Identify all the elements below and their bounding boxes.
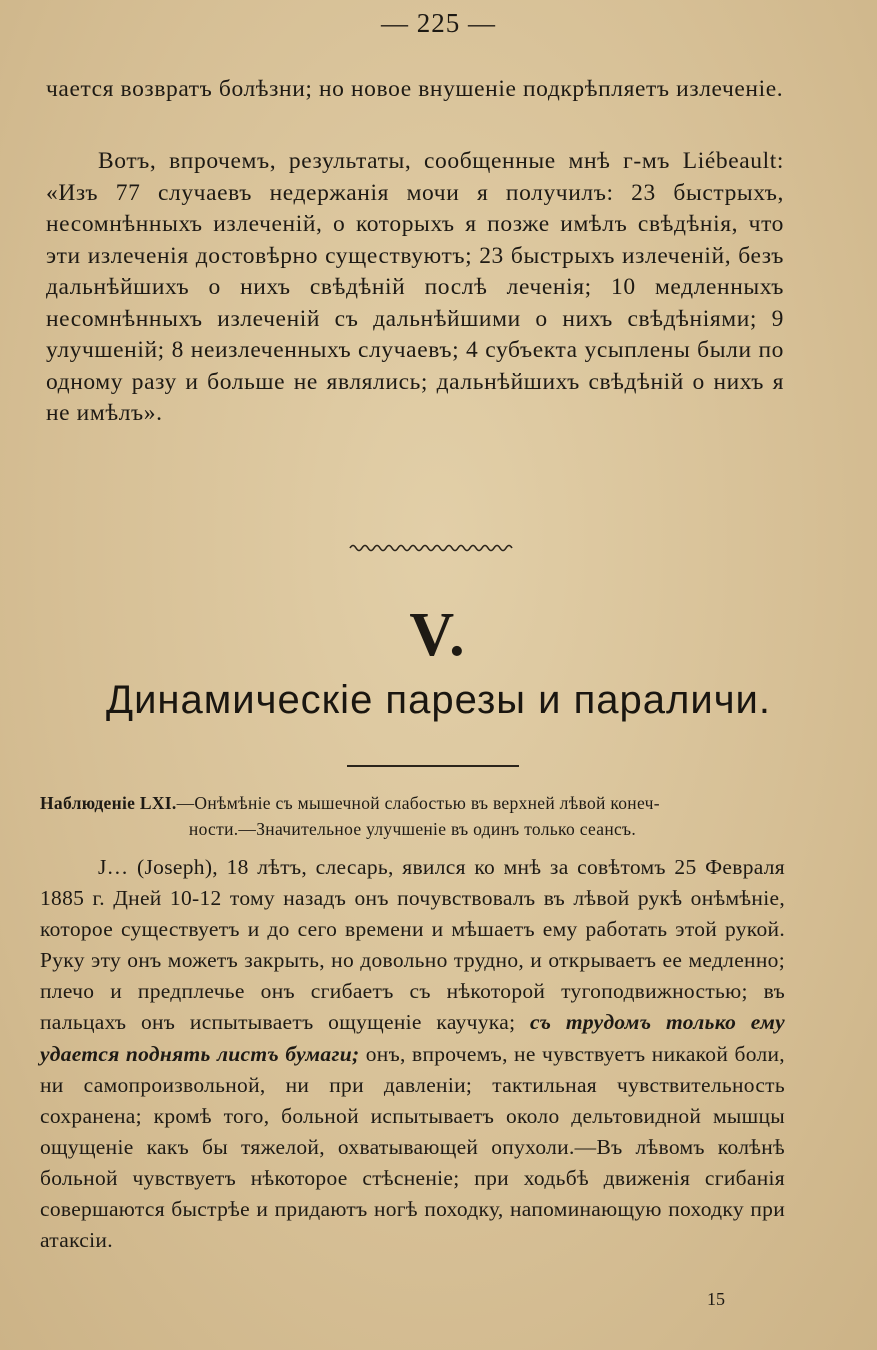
observation-line-1: —Онѣмѣніе съ мышечной слабостью въ верхней лѣвой конеч-: [176, 793, 660, 813]
paragraph-continuation: чается возвратъ болѣзни; но новое внушеніе подкрѣпляетъ излеченіе.: [46, 76, 784, 102]
page-number: — 225 —: [381, 8, 496, 38]
case-text-part-2: онъ, впрочемъ, не чувствуетъ никакой боли, ни самопроизвольной, ни при давленіи; тактильная чувствительность сохранена; кромѣ того, больной испытываетъ около дельтовидной мышцы ощущеніе какъ бы тяжелой, охватывающей опухоли.—Въ лѣвомъ колѣнѣ больной чувствуетъ нѣкоторое стѣсненіе; при ходьбѣ движенія сгибанія совершаются быстрѣе и придаютъ ногѣ походку, напоминающую походку при атаксіи.: [40, 1041, 785, 1253]
paragraph-liebeault-results: Вотъ, впрочемъ, результаты, сообщенные мнѣ г-мъ Liébeault: «Изъ 77 случаевъ недержанія мочи я получилъ: 23 быстрыхъ, несомнѣнныхъ излеченій, о которыхъ я позже имѣлъ свѣдѣнія, что эти излеченія достовѣрно существуютъ; 23 быстрыхъ излеченій, безъ дальнѣйшихъ о нихъ свѣдѣній послѣ леченія; 10 медленныхъ несомнѣнныхъ излеченій съ дальнѣйшими о нихъ свѣдѣніями; 9 улучшеній; 8 неизлеченныхъ случаевъ; 4 субъекта усыплены были по одному разу и больше не являлись; дальнѣйшихъ свѣдѣній о нихъ я не имѣлъ».: [46, 148, 784, 426]
observation-heading: [40, 790, 785, 842]
observation-line-2: ности.—Значительное улучшеніе въ одинъ только сеансъ.: [188, 819, 637, 839]
chapter-title: Динамическіе парезы и параличи.: [105, 678, 771, 722]
paragraph-case-description: [40, 852, 785, 1256]
chapter-number: V.: [409, 601, 468, 669]
printer-signature-mark: 15: [707, 1289, 725, 1309]
title-underline-rule: [347, 765, 519, 767]
observation-label: Наблюденіе LXI.: [40, 793, 177, 813]
wavy-divider-ornament: [348, 540, 516, 556]
case-text-part-1: J… (Joseph), 18 лѣтъ, слесарь, явился ко мнѣ за совѣтомъ 25 Февраля 1885 г. Дней 10-12 тому назадъ онъ почувствовалъ въ лѣвой рукѣ онѣмѣніе, которое существуетъ и до сего времени и мѣшаетъ ему работать этой рукой. Руку эту онъ можетъ закрыть, но довольно трудно, и открываетъ ее медленно; плечо и предплечье онъ сгибаетъ съ нѣкоторой тугоподвижностью; въ пальцахъ онъ испытываетъ ощущеніе каучука;: [40, 855, 785, 1035]
case-text-emphasis: съ трудомъ только ему удается поднять листъ бумаги;: [40, 1010, 785, 1066]
